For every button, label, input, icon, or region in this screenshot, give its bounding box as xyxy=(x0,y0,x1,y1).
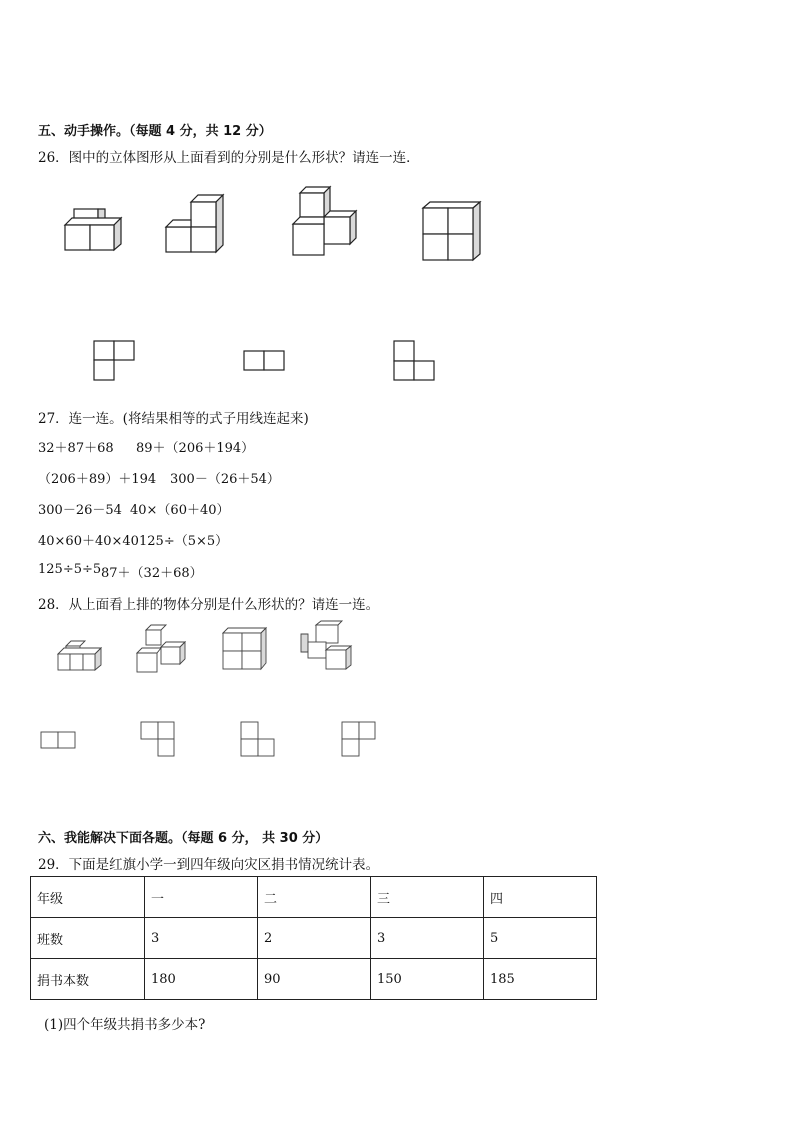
table-cell: 2 xyxy=(258,918,371,959)
section-six-title: 六、我能解决下面各题。（每题 6 分， 共 30 分） xyxy=(38,831,329,846)
q28-object-3 xyxy=(222,627,268,671)
q27-left-expression-5: 125÷5÷5 xyxy=(38,562,102,577)
q28-top-view-1 xyxy=(40,731,78,751)
q27-left-expression-3: 300－26－54 xyxy=(38,503,122,518)
q28-top-view-4 xyxy=(341,721,379,759)
table-cell: 185 xyxy=(484,959,597,1000)
donation-statistics-table xyxy=(30,876,597,1000)
q27-left-expression-4: 40×60＋40×40 xyxy=(38,534,139,549)
table-cell: 5 xyxy=(484,918,597,959)
q28-object-1 xyxy=(57,638,105,672)
table-cell: 180 xyxy=(145,959,258,1000)
q26-solid-figure-3 xyxy=(292,186,362,258)
q28-object-2 xyxy=(136,624,188,674)
q26-solid-figure-1 xyxy=(64,208,126,252)
table-cell: 年级 xyxy=(31,877,145,918)
table-cell: 一 xyxy=(145,877,258,918)
table-row xyxy=(31,877,597,918)
question-29-subquestion-1: (1)四个年级共捐书多少本? xyxy=(44,1017,206,1033)
table-cell: 三 xyxy=(371,877,484,918)
table-cell: 150 xyxy=(371,959,484,1000)
q26-top-view-3 xyxy=(393,340,437,382)
q27-right-expression-3: 40×（60＋40） xyxy=(130,503,230,518)
table-cell: 3 xyxy=(145,918,258,959)
q27-left-expression-1: 32＋87＋68 xyxy=(38,441,114,456)
table-cell: 90 xyxy=(258,959,371,1000)
q28-top-view-3 xyxy=(240,721,278,759)
table-row xyxy=(31,959,597,1000)
q27-right-expression-4: 125÷（5×5） xyxy=(139,534,229,549)
question-27-text: 27．连一连。(将结果相等的式子用线连起来) xyxy=(38,411,309,427)
question-26-text: 26．图中的立体图形从上面看到的分别是什么形状？请连一连． xyxy=(38,150,420,166)
q27-right-expression-1: 89＋（206＋194） xyxy=(136,441,255,456)
table-cell: 班数 xyxy=(31,918,145,959)
q26-top-view-2 xyxy=(243,350,287,372)
q27-left-expression-2: （206＋89）＋194 xyxy=(38,472,157,487)
section-five-title: 五、动手操作。（每题 4 分，共 12 分） xyxy=(38,124,272,139)
table-cell: 二 xyxy=(258,877,371,918)
q26-top-view-1 xyxy=(93,340,137,382)
table-cell: 捐书本数 xyxy=(31,959,145,1000)
question-28-text: 28．从上面看上排的物体分别是什么形状的？请连一连。 xyxy=(38,597,380,613)
q28-object-4 xyxy=(300,620,354,672)
q27-right-expression-2: 300－（26＋54） xyxy=(170,472,280,487)
table-cell: 3 xyxy=(371,918,484,959)
table-row xyxy=(31,918,597,959)
q27-right-expression-5: 87＋（32＋68） xyxy=(101,566,203,581)
table-cell: 四 xyxy=(484,877,597,918)
question-29-text: 29．下面是红旗小学一到四年级向灾区捐书情况统计表。 xyxy=(38,857,380,873)
q26-solid-figure-2 xyxy=(165,194,227,256)
q28-top-view-2 xyxy=(140,721,178,759)
q26-solid-figure-4 xyxy=(422,201,484,263)
